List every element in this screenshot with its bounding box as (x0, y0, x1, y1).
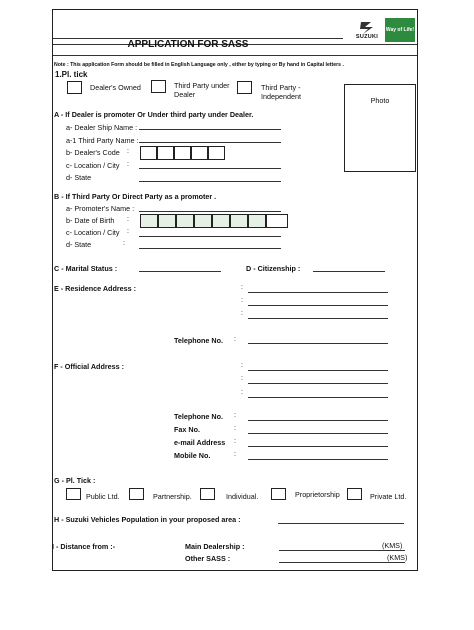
title-underline (53, 55, 417, 56)
other-sass-label: Other SASS : (185, 554, 231, 563)
tick-heading: 1.Pl. tick (55, 70, 88, 79)
field-promoter-name: a- Promoter's Name : (66, 204, 135, 213)
main-dealership-label: Main Dealership : (185, 542, 245, 551)
dealer-code-box-2[interactable] (157, 146, 174, 160)
state-b-line[interactable] (139, 248, 281, 249)
residence-line-1[interactable] (248, 292, 388, 293)
residence-colon-1: : (241, 284, 243, 291)
mobile-label: Mobile No. (174, 451, 211, 460)
state-b-colon: : (123, 240, 125, 247)
official-line-1[interactable] (248, 370, 388, 371)
title-top-line (53, 38, 343, 39)
option-partnership: Partnership. (153, 492, 192, 501)
checkbox-public-ltd[interactable] (66, 488, 81, 500)
option-private-ltd: Private Ltd. (370, 492, 407, 501)
state-a-line[interactable] (139, 181, 281, 182)
email-label: e-mail Address (174, 438, 226, 447)
dealer-code-box-5[interactable] (208, 146, 225, 160)
checkbox-partnership[interactable] (129, 488, 144, 500)
form-title: APPLICATION FOR SASS (127, 39, 249, 50)
option-proprietorship: Proprietorship (295, 490, 340, 499)
tagline-badge (385, 18, 415, 42)
dob-box-7[interactable] (248, 214, 266, 228)
dealer-code-box-1[interactable] (140, 146, 157, 160)
field-date-of-birth: b- Date of Birth (66, 216, 115, 225)
field-dealer-code: b- Dealer's Code (66, 148, 120, 157)
option-individual: Individual. (226, 492, 259, 501)
location-b-line[interactable] (139, 236, 281, 237)
mobile-colon: : (234, 451, 236, 458)
checkbox-proprietorship[interactable] (271, 488, 286, 500)
dob-box-2[interactable] (158, 214, 176, 228)
residence-line-2[interactable] (248, 305, 388, 306)
dob-colon: : (127, 216, 129, 223)
dob-box-6[interactable] (230, 214, 248, 228)
residence-colon-2: : (241, 297, 243, 304)
residence-line-3[interactable] (248, 318, 388, 319)
main-dealership-unit: (KMS) (382, 541, 403, 550)
option-third-party-independent: Third Party - Independent (261, 83, 301, 101)
photo-label: Photo (370, 96, 390, 105)
official-telephone-label: Telephone No. (174, 412, 223, 421)
vehicle-population-label: H - Suzuki Vehicles Population in your proposed area : (54, 515, 241, 524)
other-sass-line[interactable] (279, 562, 405, 563)
option-public-ltd: Public Ltd. (86, 492, 120, 501)
dealer-code-box-3[interactable] (174, 146, 191, 160)
official-colon-2: : (241, 375, 243, 382)
option-dealers-owned: Dealer's Owned (90, 83, 141, 92)
email-colon: : (234, 438, 236, 445)
field-state-b: d- State (66, 240, 92, 249)
citizenship-label: D - Citizenship : (246, 264, 301, 273)
marital-status-label: C - Marital Status : (54, 264, 118, 273)
field-state-a: d- State (66, 173, 92, 182)
field-dealership-name: a- Dealer Ship Name : (66, 123, 138, 132)
location-b-colon: : (127, 228, 129, 235)
fax-colon: : (234, 425, 236, 432)
marital-status-line[interactable] (139, 271, 221, 272)
checkbox-third-party-independent[interactable] (237, 81, 252, 94)
residence-address-label: E - Residence Address : (54, 284, 137, 293)
other-sass-unit: (KMS) (387, 553, 408, 562)
residence-telephone-label: Telephone No. (174, 336, 223, 345)
section-a-heading: A - If Dealer is promoter Or Under third party under Dealer. (54, 110, 254, 119)
tagline-text: Way of Life! (385, 27, 415, 33)
checkbox-dealers-owned[interactable] (67, 81, 82, 94)
dob-box-8[interactable] (266, 214, 288, 228)
distance-label: I - Distance from :- (52, 542, 116, 551)
option-third-party-dealer: Third Party under Dealer (174, 81, 230, 99)
checkbox-private-ltd[interactable] (347, 488, 362, 500)
email-line[interactable] (248, 446, 388, 447)
location-a-line[interactable] (139, 168, 281, 169)
checkbox-third-party-dealer[interactable] (151, 80, 166, 93)
dealership-name-line[interactable] (139, 129, 281, 130)
brand-name: SUZUKI (355, 34, 379, 40)
field-third-party-name: a-1 Third Party Name : (66, 136, 139, 145)
fax-label: Fax No. (174, 425, 200, 434)
official-line-2[interactable] (248, 383, 388, 384)
suzuki-s-mark-icon (360, 22, 373, 34)
field-location-a: c- Location / City (66, 161, 120, 170)
third-party-name-line[interactable] (139, 142, 281, 143)
official-telephone-line[interactable] (248, 420, 388, 421)
residence-telephone-line[interactable] (248, 343, 388, 344)
section-b-heading: B - If Third Party Or Direct Party as a promoter . (54, 192, 217, 201)
citizenship-line[interactable] (313, 271, 385, 272)
note-text: Note : This application Form should be filled in English Language only , either by typing or By hand in Capital letters . (54, 62, 344, 68)
field-location-b: c- Location / City (66, 228, 120, 237)
dealer-code-colon: : (127, 148, 129, 155)
official-telephone-colon: : (234, 412, 236, 419)
dob-box-1[interactable] (140, 214, 158, 228)
location-a-colon: : (127, 161, 129, 168)
dob-box-3[interactable] (176, 214, 194, 228)
official-address-label: F - Official Address : (54, 362, 125, 371)
official-colon-3: : (241, 389, 243, 396)
company-type-label: G - Pl. Tick : (54, 476, 96, 485)
mobile-line[interactable] (248, 459, 388, 460)
dealer-code-box-4[interactable] (191, 146, 208, 160)
checkbox-individual[interactable] (200, 488, 215, 500)
residence-telephone-colon: : (234, 336, 236, 343)
vehicle-population-line[interactable] (278, 523, 404, 524)
official-colon-1: : (241, 362, 243, 369)
dob-box-4[interactable] (194, 214, 212, 228)
residence-colon-3: : (241, 310, 243, 317)
official-line-3[interactable] (248, 397, 388, 398)
promoter-name-line[interactable] (139, 211, 281, 212)
dob-box-5[interactable] (212, 214, 230, 228)
fax-line[interactable] (248, 433, 388, 434)
main-dealership-line[interactable] (279, 550, 405, 551)
